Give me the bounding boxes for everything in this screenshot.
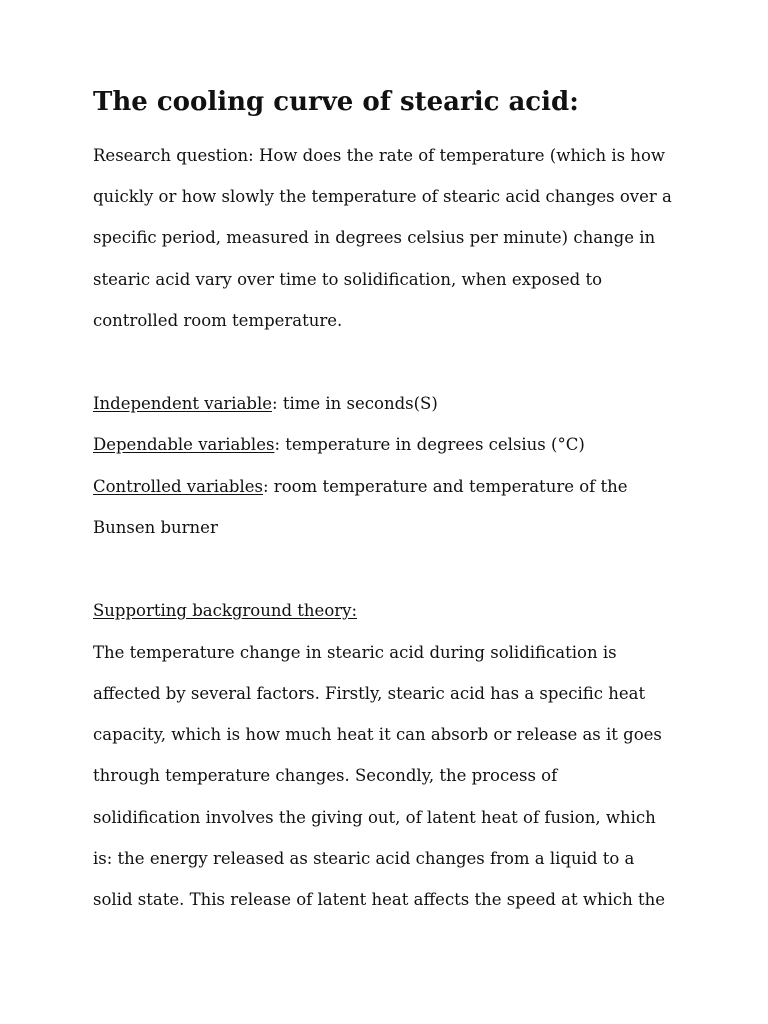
dependent-variable bbox=[93, 433, 585, 457]
independent-variable-label: Independent variable bbox=[93, 394, 273, 413]
theory-line: The temperature change in stearic acid during solidification is bbox=[93, 643, 617, 662]
theory-line: affected by several factors. Firstly, stearic acid has a specific heat bbox=[93, 684, 646, 703]
independent-variable-text: : time in seconds(S) bbox=[272, 394, 438, 413]
research-question-line: quickly or how slowly the temperature of stearic acid changes over a bbox=[93, 187, 672, 206]
controlled-variables-text: : room temperature and temperature of the bbox=[263, 477, 628, 496]
theory-line: solidification involves the giving out, of latent heat of fusion, which bbox=[93, 808, 656, 827]
theory-line: solid state. This release of latent heat affects the speed at which the bbox=[93, 890, 666, 909]
controlled-variables bbox=[93, 475, 628, 499]
theory-line: through temperature changes. Secondly, the process of bbox=[93, 766, 558, 785]
research-question-line: controlled room temperature. bbox=[93, 311, 343, 330]
document-title: The cooling curve of stearic acid: bbox=[93, 87, 579, 117]
dependent-variable-text: : temperature in degrees celsius (°C) bbox=[274, 435, 585, 454]
research-question-line: stearic acid vary over time to solidification, when exposed to bbox=[93, 270, 603, 289]
independent-variable bbox=[93, 392, 438, 416]
research-question-line: Research question: How does the rate of temperature (which is how bbox=[93, 146, 666, 165]
controlled-variables-continued: Bunsen burner bbox=[93, 518, 218, 537]
controlled-variables-label: Controlled variables bbox=[93, 477, 263, 496]
theory-line: is: the energy released as stearic acid changes from a liquid to a bbox=[93, 849, 635, 868]
document-page bbox=[93, 0, 693, 1024]
theory-line: capacity, which is how much heat it can absorb or release as it goes bbox=[93, 725, 662, 744]
theory-heading: Supporting background theory: bbox=[93, 601, 358, 620]
dependent-variable-label: Dependable variables bbox=[93, 435, 275, 454]
research-question-line: specific period, measured in degrees celsius per minute) change in bbox=[93, 228, 656, 247]
